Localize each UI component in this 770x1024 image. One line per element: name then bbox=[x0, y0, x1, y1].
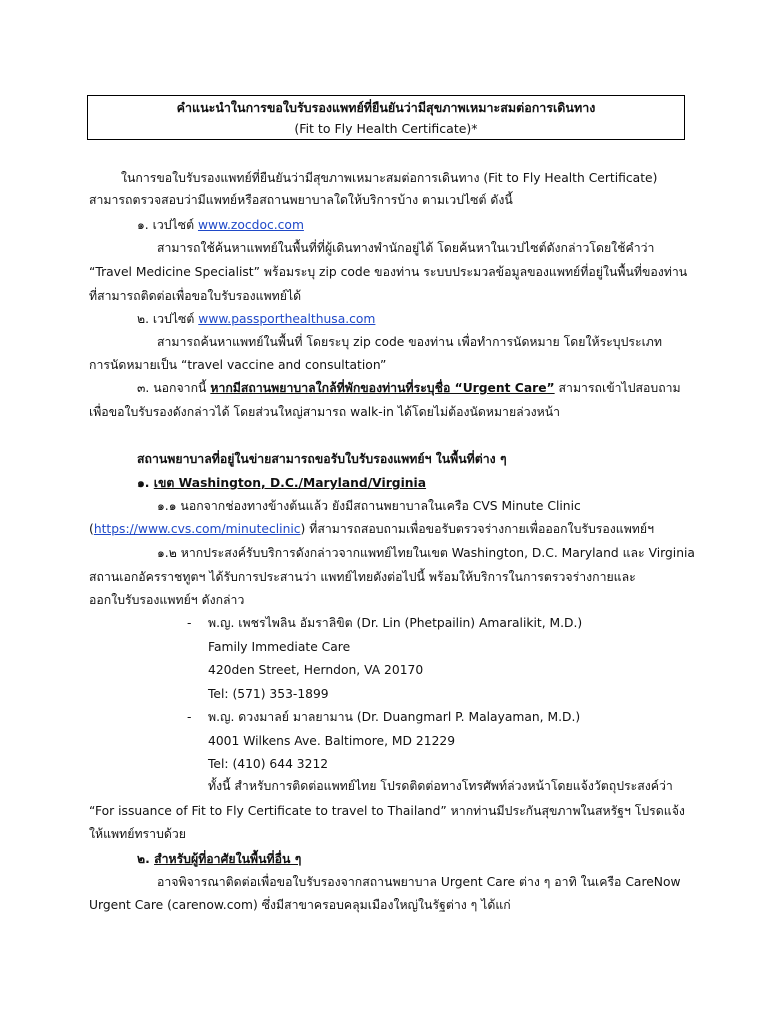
doctor-2-name: พ.ญ. ดวงมาลย์ มาลยามาน (Dr. Duangmarl P. Malayaman, M.D.) bbox=[208, 710, 581, 724]
item-3-suffix: สามารถเข้าไปสอบถาม bbox=[554, 381, 681, 395]
doctor-1-address: 420den Street, Herndon, VA 20170 bbox=[208, 663, 424, 677]
item-1-desc-1: สามารถใช้ค้นหาแพทย์ในพื้นที่ที่ผู้เดินทางพำนักอยู่ได้ โดยค้นหาในเวปไซต์ดังกล่าวโดยใช้คำว่า bbox=[157, 241, 655, 255]
intro-line-2: สามารถตรวจสอบว่ามีแพทย์หรือสถานพยาบาลใดให้บริการบ้าง ตามเวปไซต์ ดังนี้ bbox=[89, 193, 513, 207]
item-1-desc-2: “Travel Medicine Specialist” พร้อมระบุ zip code ของท่าน ระบบประมวลข้อมูลของแพทย์ที่อยู่ในพื้นที่ของท่าน bbox=[89, 265, 688, 279]
intro-line-1: ในการขอใบรับรองแพทย์ที่ยืนยันว่ามีสุขภาพเหมาะสมต่อการเดินทาง (Fit to Fly Health Certificate) bbox=[121, 171, 658, 185]
section-2-heading bbox=[137, 851, 301, 867]
subsection-1-2-line-2: สถานเอกอัครราชทูตฯ ได้รับการประสานว่า แพทย์ไทยดังต่อไปนี้ พร้อมให้บริการในการตรวจร่างกายและ bbox=[89, 570, 636, 584]
paren-open: ( bbox=[89, 522, 94, 536]
doctor-2-tel: Tel: (410) 644 3212 bbox=[208, 757, 329, 771]
section-heading: สถานพยาบาลที่อยู่ในข่ายสามารถขอรับใบรับรองแพทย์ฯ ในพื้นที่ต่าง ๆ bbox=[137, 452, 507, 466]
doctor-2-address: 4001 Wilkens Ave. Baltimore, MD 21229 bbox=[208, 734, 456, 748]
cvs-minuteclinic-link[interactable]: https://www.cvs.com/minuteclinic bbox=[93, 522, 301, 536]
section-2-title: สำหรับผู้ที่อาศัยในพื้นที่อื่น ๆ bbox=[154, 852, 302, 866]
note-line-2: “For issuance of Fit to Fly Certificate to travel to Thailand” หากท่านมีประกันสุขภาพในสหรัฐฯ โปรดแจ้ง bbox=[89, 804, 685, 818]
section-2-line-2: Urgent Care (carenow.com) ซึ่งมีสาขาครอบคลุมเมืองใหญ่ในรัฐต่าง ๆ ได้แก่ bbox=[89, 898, 511, 912]
subsection-1-1-line-1: ๑.๑ นอกจากช่องทางข้างต้นแล้ว ยังมีสถานพยาบาลในเครือ CVS Minute Clinic bbox=[157, 499, 581, 513]
title-box bbox=[87, 95, 685, 140]
item-1 bbox=[137, 217, 304, 233]
section-1-title: เขต Washington, D.C./Maryland/Virginia bbox=[153, 476, 427, 490]
note-line-1: ทั้งนี้ สำหรับการติดต่อแพทย์ไทย โปรดติดต่อทางโทรศัพท์ล่วงหน้าโดยแจ้งวัตถุประสงค์ว่า bbox=[208, 779, 673, 793]
item-2-desc-2: การนัดหมายเป็น “travel vaccine and consultation” bbox=[89, 358, 387, 372]
document-title: คำแนะนำในการขอใบรับรองแพทย์ที่ยืนยันว่ามีสุขภาพเหมาะสมต่อการเดินทาง bbox=[176, 100, 596, 115]
subsection-1-2-line-3: ออกใบรับรองแพทย์ฯ ดังกล่าว bbox=[89, 593, 245, 607]
doctor-1-tel: Tel: (571) 353-1899 bbox=[208, 687, 329, 701]
section-2-number: ๒. bbox=[137, 852, 155, 866]
note-line-3: ให้แพทย์ทราบด้วย bbox=[89, 827, 186, 841]
item-3-emphasis: หากมีสถานพยาบาลใกล้ที่พักของท่านที่ระบุชื่อ “Urgent Care” bbox=[210, 381, 555, 395]
item-2-desc-1: สามารถค้นหาแพทย์ในพื้นที่ โดยระบุ zip code ของท่าน เพื่อทำการนัดหมาย โดยให้ระบุประเภท bbox=[157, 335, 663, 349]
subsection-1-1-line-2 bbox=[89, 521, 654, 537]
item-3 bbox=[137, 380, 681, 396]
passporthealth-link[interactable]: www.passporthealthusa.com bbox=[198, 312, 376, 326]
doctor-1-name: พ.ญ. เพชรไพลิน อัมราลิขิต (Dr. Lin (Phetpailin) Amaralikit, M.D.) bbox=[208, 616, 583, 630]
section-2-line-1: อาจพิจารณาติดต่อเพื่อขอใบรับรองจากสถานพยาบาล Urgent Care ต่าง ๆ อาทิ ในเครือ CareNow bbox=[157, 875, 681, 889]
item-3-prefix: ๓. นอกจากนี้ bbox=[137, 381, 211, 395]
section-1-number: ๑. bbox=[137, 476, 154, 490]
doctor-1-clinic: Family Immediate Care bbox=[208, 640, 351, 654]
doctor-2-dash: - bbox=[187, 710, 192, 724]
doctor-1-dash: - bbox=[187, 616, 192, 630]
item-1-prefix: ๑. เวปไซต์ bbox=[137, 218, 198, 232]
zocdoc-link[interactable]: www.zocdoc.com bbox=[197, 218, 304, 232]
subsection-1-1-rest: ) ที่สามารถสอบถามเพื่อขอรับตรวจร่างกายเพื่อออกใบรับรองแพทย์ฯ bbox=[300, 522, 655, 536]
item-2-prefix: ๒. เวปไซต์ bbox=[137, 312, 199, 326]
item-2 bbox=[137, 311, 375, 327]
item-3-desc: เพื่อขอใบรับรองดังกล่าวได้ โดยส่วนใหญ่สามารถ walk-in ได้โดยไม่ต้องนัดหมายล่วงหน้า bbox=[89, 405, 561, 419]
item-1-desc-3: ที่สามารถติดต่อเพื่อขอใบรับรองแพทย์ได้ bbox=[89, 289, 302, 303]
section-1-heading bbox=[137, 475, 426, 491]
subsection-1-2-line-1: ๑.๒ หากประสงค์รับบริการดังกล่าวจากแพทย์ไทยในเขต Washington, D.C. Maryland และ Virginia bbox=[157, 546, 695, 560]
document-subtitle: (Fit to Fly Health Certificate)* bbox=[294, 121, 478, 136]
